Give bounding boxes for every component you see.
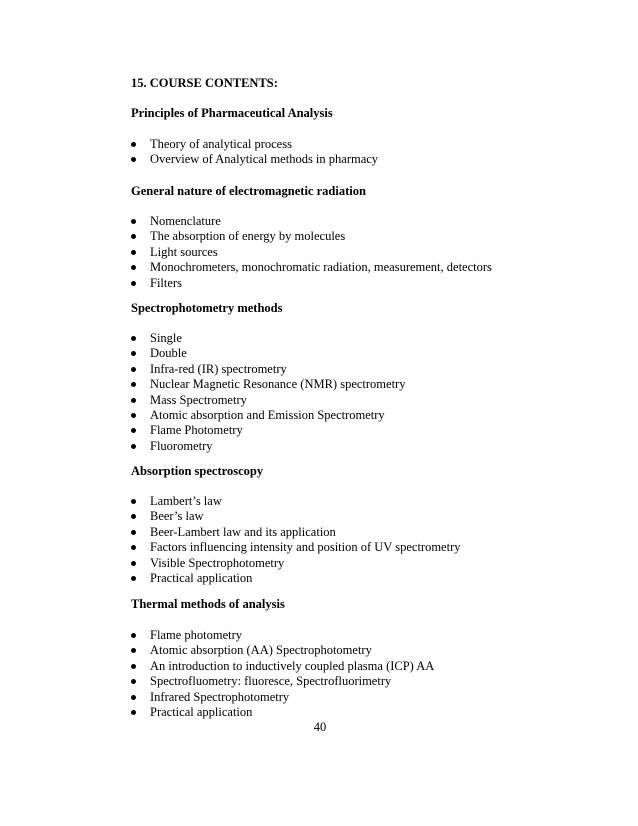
bullet-icon [131, 250, 136, 255]
bullet-icon [131, 265, 136, 270]
bullet-icon [131, 142, 136, 147]
bullet-icon [131, 679, 136, 684]
bullet-icon [131, 367, 136, 372]
bullet-icon [131, 499, 136, 504]
section-heading: Thermal methods of analysis [131, 597, 285, 611]
bullet-icon [131, 561, 136, 566]
bullet-icon [131, 428, 136, 433]
bullet-icon [131, 710, 136, 715]
bullet-icon [131, 351, 136, 356]
page-title: 15. COURSE CONTENTS: [131, 76, 278, 90]
bullet-icon [131, 413, 136, 418]
bullet-icon [131, 633, 136, 638]
bullet-icon [131, 530, 136, 535]
bullet-icon [131, 576, 136, 581]
section-heading: Spectrophotometry methods [131, 301, 283, 315]
section-heading: Absorption spectroscopy [131, 464, 264, 478]
section-heading: Principles of Pharmaceutical Analysis [131, 106, 333, 120]
bullet-icon [131, 664, 136, 669]
bullet-icon [131, 157, 136, 162]
bullet-icon [131, 219, 136, 224]
page-number: 40 [313, 720, 327, 734]
bullet-icon [131, 398, 136, 403]
bullet-icon [131, 281, 136, 286]
bullet-icon [131, 444, 136, 449]
bullet-icon [131, 336, 136, 341]
document-page: 15. COURSE CONTENTS: Principles of Pharmaceutical Analysis Theory of analytical process Overview of Analytical methods in pharmacy General nature of electromagnetic radiation Nomenclature The absorption of energy by molecules Light sources Monochrometers, monochromatic radiation, measurement, detectors Filters Spectrophotometry methods Single Double Infra-red (IR) spectrometry Nuclear Magnetic Resonance (NMR) spectrometry Mass Spectrometry Atomic absorption and Emission Spectrometry Flame Photometry Fluorometry Absorption spectroscopy Lambert’s law Beer’s law Beer-Lambert law and its application Factors influencing intensity and position of UV spectrometry Visible Spectrophotometry Practical application Thermal methods of analysis Flame photometry Atomic absorption (AA) Spectrophotometry An introduction to inductively coupled plasma (ICP) AA Spectrofluometry: fluoresce, Spectrofluorimetry Infrared Spectrophotometry Practical application 40 [131, 76, 492, 734]
bullet-icon [131, 648, 136, 653]
bullet-icon [131, 514, 136, 519]
bullet-icon [131, 545, 136, 550]
bullet-icon [131, 382, 136, 387]
bullet-icon [131, 695, 136, 700]
bullet-icon [131, 234, 136, 239]
section-heading: General nature of electromagnetic radiation [131, 184, 366, 198]
